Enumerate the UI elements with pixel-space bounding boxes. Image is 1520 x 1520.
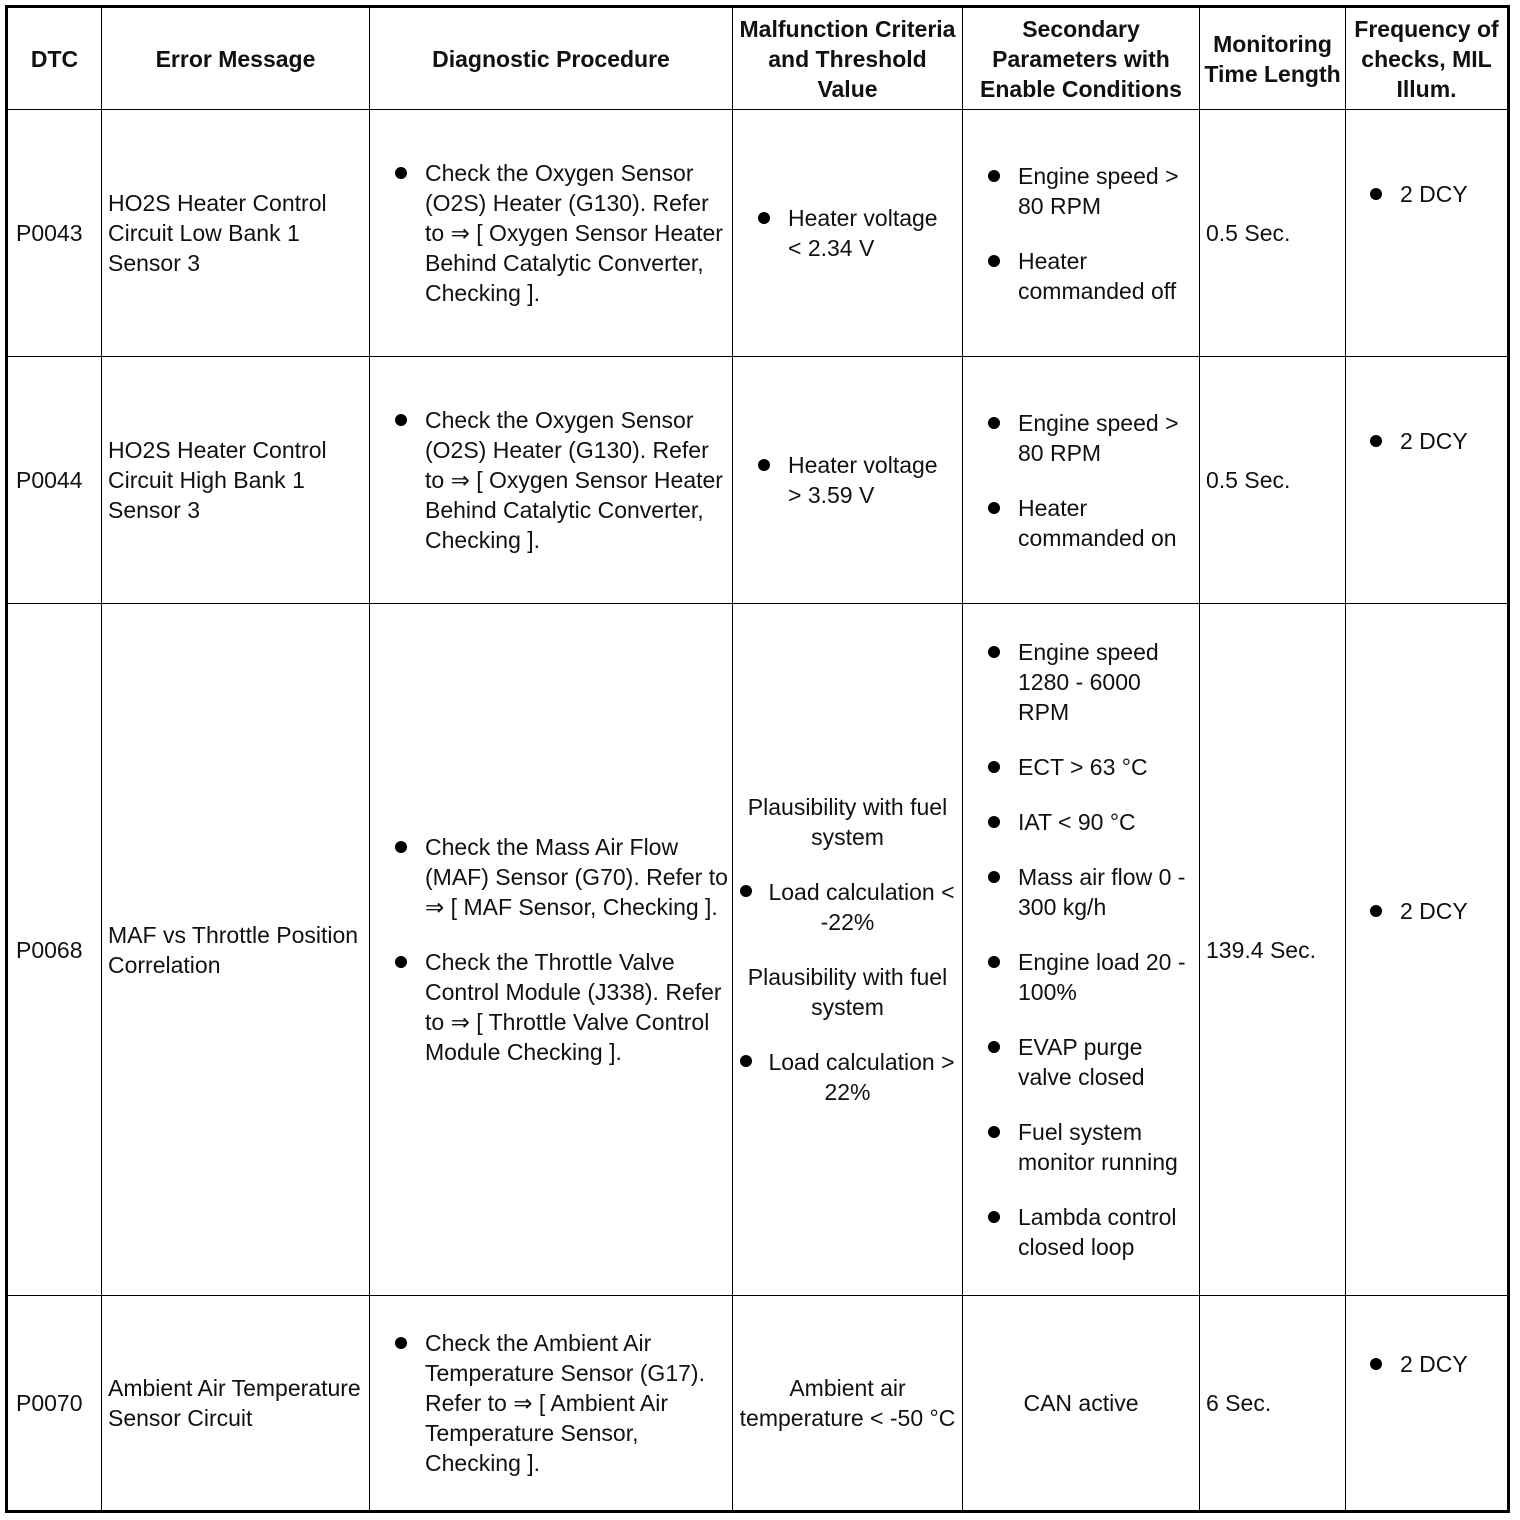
frequency (1346, 110, 1509, 357)
dtc-table (5, 5, 1510, 1513)
secondary-item: Heater commanded off (1018, 246, 1195, 306)
secondary-item: Mass air flow 0 - 300 kg/h (1018, 862, 1195, 922)
table-row (7, 604, 1509, 1296)
header-monitoring-time: Monitoring Time Length (1200, 7, 1346, 110)
bullet-icon (740, 1055, 752, 1067)
secondary-parameters (963, 604, 1200, 1296)
malfunction-criteria (733, 604, 963, 1296)
monitoring-time: 0.5 Sec. (1200, 357, 1346, 604)
secondary-item: IAT < 90 °C (1018, 807, 1195, 837)
procedure-item: Check the Ambient Air Temperature Sensor (G17). Refer to ⇒ [ Ambient Air Temperature Sensor, Checking ]. (425, 1328, 728, 1478)
dtc-code: P0068 (7, 604, 102, 1296)
header-frequency: Frequency of checks, MIL Illum. (1346, 7, 1509, 110)
malfunction-criteria: Ambient air temperature < -50 °C (733, 1296, 963, 1512)
error-message: HO2S Heater Control Circuit Low Bank 1 Sensor 3 (102, 110, 370, 357)
secondary-item: EVAP purge valve closed (1018, 1032, 1195, 1092)
diagnostic-procedure (370, 357, 733, 604)
secondary-parameters: CAN active (963, 1296, 1200, 1512)
header-row (7, 7, 1509, 110)
frequency-item: 2 DCY (1400, 426, 1507, 456)
header-malfunction-criteria: Malfunction Criteria and Threshold Value (733, 7, 963, 110)
monitoring-time: 6 Sec. (1200, 1296, 1346, 1512)
frequency-item: 2 DCY (1400, 179, 1507, 209)
criteria-block (737, 962, 958, 1107)
criteria-heading: Plausibility with fuel system (747, 964, 948, 1020)
secondary-item: ECT > 63 °C (1018, 752, 1195, 782)
criteria-item: Heater voltage > 3.59 V (788, 450, 956, 510)
frequency-item: 2 DCY (1400, 1349, 1507, 1379)
header-error-message: Error Message (102, 7, 370, 110)
table-row (7, 357, 1509, 604)
criteria-item: Load calculation < -22% (768, 879, 955, 935)
procedure-item: Check the Oxygen Sensor (O2S) Heater (G130). Refer to ⇒ [ Oxygen Sensor Heater Behind Catalytic Converter, Checking ]. (425, 158, 728, 308)
header-secondary-parameters: Secondary Parameters with Enable Conditions (963, 7, 1200, 110)
secondary-item: Lambda control closed loop (1018, 1202, 1195, 1262)
secondary-item: Fuel system monitor running (1018, 1117, 1195, 1177)
frequency (1346, 1296, 1509, 1512)
bullet-icon (740, 885, 752, 897)
monitoring-time: 0.5 Sec. (1200, 110, 1346, 357)
secondary-item: Engine speed > 80 RPM (1018, 161, 1195, 221)
secondary-parameters (963, 357, 1200, 604)
diagnostic-procedure (370, 604, 733, 1296)
error-message: Ambient Air Temperature Sensor Circuit (102, 1296, 370, 1512)
error-message: MAF vs Throttle Position Correlation (102, 604, 370, 1296)
table-row (7, 110, 1509, 357)
procedure-item: Check the Oxygen Sensor (O2S) Heater (G130). Refer to ⇒ [ Oxygen Sensor Heater Behind Catalytic Converter, Checking ]. (425, 405, 728, 555)
table-row (7, 1296, 1509, 1512)
secondary-item: Engine load 20 - 100% (1018, 947, 1195, 1007)
criteria-block (737, 792, 958, 937)
frequency-item: 2 DCY (1400, 896, 1507, 926)
procedure-item: Check the Mass Air Flow (MAF) Sensor (G70). Refer to ⇒ [ MAF Sensor, Checking ]. (425, 834, 728, 920)
procedure-item: Check the Throttle Valve Control Module (J338). Refer to ⇒ [ Throttle Valve Control Module Checking ]. (425, 947, 728, 1067)
secondary-parameters (963, 110, 1200, 357)
error-message: HO2S Heater Control Circuit High Bank 1 Sensor 3 (102, 357, 370, 604)
frequency (1346, 604, 1509, 1296)
monitoring-time: 139.4 Sec. (1200, 604, 1346, 1296)
criteria-heading: Plausibility with fuel system (747, 794, 948, 850)
secondary-item: Engine speed 1280 - 6000 RPM (1018, 637, 1195, 727)
dtc-code: P0070 (7, 1296, 102, 1512)
header-dtc: DTC (7, 7, 102, 110)
criteria-item: Heater voltage < 2.34 V (788, 203, 956, 263)
frequency (1346, 357, 1509, 604)
diagnostic-procedure (370, 110, 733, 357)
criteria-item: Load calculation > 22% (768, 1049, 955, 1105)
malfunction-criteria (733, 357, 963, 604)
dtc-code: P0043 (7, 110, 102, 357)
malfunction-criteria (733, 110, 963, 357)
secondary-item: Engine speed > 80 RPM (1018, 408, 1195, 468)
dtc-code: P0044 (7, 357, 102, 604)
header-diagnostic-procedure: Diagnostic Procedure (370, 7, 733, 110)
diagnostic-procedure (370, 1296, 733, 1512)
secondary-item: Heater commanded on (1018, 493, 1195, 553)
